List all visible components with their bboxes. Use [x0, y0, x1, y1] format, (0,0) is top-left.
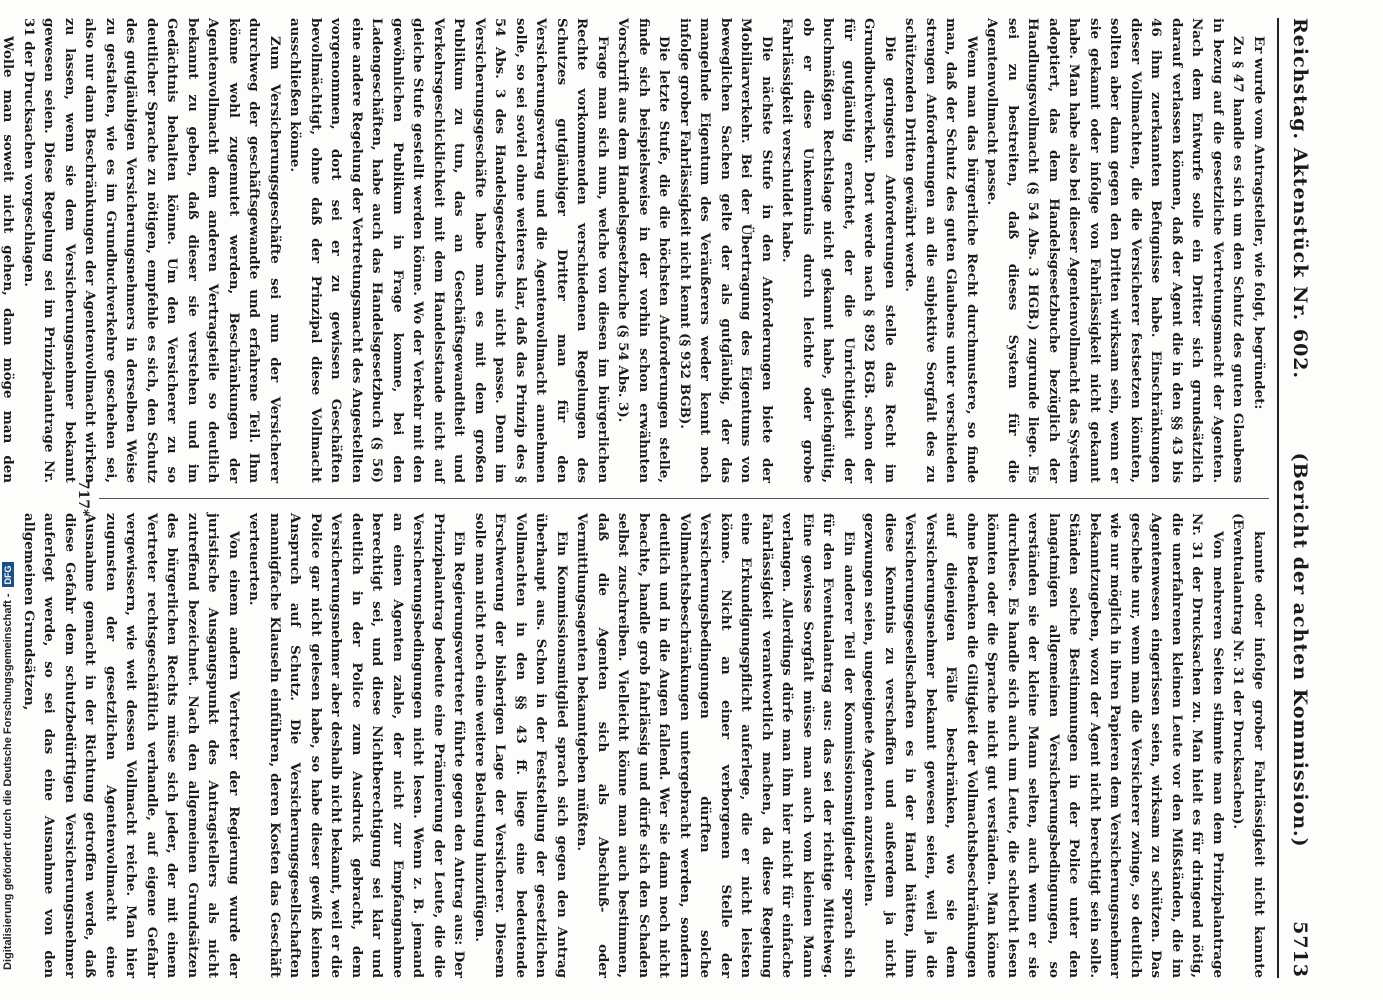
paragraph: Frage man sich nun, welche von diesen im bürgerlichen Rechte vorkommenden verschiedenen Regelungen des Schutzes gutgläubiger Dritter man für den Versicherungsvertrag und die Agentenvollmacht annehmen solle, so sei soviel ohne weiteres klar, daß das Prinzip des § 54 Abs. 3 des Handelsgesetzbuchs nicht passe. Denn im Versicherungsgeschäfte habe man es mit dem großen Publikum zu tun, das an Geschäftsgewandtheit und Verkehrsgeschicklichkeit mit dem Handelsstande nicht auf gleiche Stufe gestellt werden könne. Wo der Verkehr mit den gewöhnlichen Publikum in Frage komme, bei den Ladengeschäften, habe auch das Handelsgesetzbuch (§ 56) eine andere Regelung der Vertretungsmacht des Angestellten vorgenommen, dort sei er zu gewissen Geschäften bevollmächtigt, ohne daß der Prinzipal diese Vollmacht ausschließen könne.	[287, 18, 611, 483]
paragraph: Er wurde vom Antragsteller, wie folgt, begründet:	[1251, 36, 1267, 410]
header-subtitle: (Bericht der achten Kommission.)	[1289, 452, 1311, 848]
digitization-credit-text: Digitalisierung gefördert durch die Deutsche Forschungsgemeinschaft -	[2, 593, 14, 970]
column-divider	[99, 498, 1269, 499]
paragraph: Von einem andern Vertreter der Regierung wurde der juristische Ausgangspunkt des Antragstellers als nicht zutreffend bezeichnet. Nach den allgemeinen Grundsätzen des bürgerlichen Rechts müsse sich jeder, der mit einem Vertreter rechtsgeschäftlich verhandle, auf eigene Gefahr vergewissern, wie weit dessen Vollmacht reiche. Man hier zugunsten der gesetzlichen Agentenvollmacht eine Ausnahme gemacht in der Richtung getroffen werde, daß diese Gefahr dem schutzbedürftigen Versicherungsnehmer auferlegt werde, so sei das eine Ausnahme von den allgemeinen Grundsätzen,	[21, 513, 242, 978]
left-column	[0, 18, 1269, 483]
page-number: 5713	[1289, 921, 1311, 978]
right-column	[21, 513, 1269, 978]
paragraph: Von mehreren Seiten stimmte man dem Prinzipalantrage Nr. 31 der Drucksachen zu. Man hielt es für dringend nötig, die unerfahrenen kleinen Leute vor den Mißständen, die im Agentenwesen eingerissen seien, wirksam zu schützen. Das geschehe nur, wenn man die Versicherer zwinge, so deutlich wie nur möglich in ihren Papieren dem Versicherungsnehmer bekanntzugeben, wozu der Agent nicht berechtigt sein solle. Ständen solche Bestimmungen in der Police unter den langatmigen allgemeinen Versicherungsbedingungen, so verständen sie der kleine Mann selten, auch wenn er sie durchlese. Es handle sich auch um Leute, die schlecht lesen könnten oder die Sprache nicht gut verständen. Man könne ohne Bedenken die Giltigkeit der Vollmachtsbeschränkungen auf diejenigen Fälle beschränken, wo sie dem Versicherungsnehmer bekannt gewesen seien, weil ja die Versicherungsgesellschaften es in der Hand hätten, ihm diese Kenntnis zu verschaffen und außerdem ja nicht gezwungen seien, ungeeignete Agenten anzustellen.	[861, 513, 1226, 978]
paragraph: Zum Versicherungsgeschäfte sei nun der Versicherer durchweg der geschäftsgewandte und erfahrene Teil. Ihm könne wohl zugemutet werden, Beschränkungen der Agentenvollmacht dem anderen Vertragsteile so deutlich bekannt zu geben, daß dieser sie verstehen und im Gedächtnis behalten könne. Um den Versicherer zu so deutlicher Sprache zu nötigen, empfehle es sich, den Schutz des gutgläubigen Versicherungsnehmers in derselben Weise zu gestalten, wie es im Grundbuchverkehre geschehen sei, also nur dann Beschränkungen der Agentenvollmacht wirken zu lassen, wenn sie dem Versicherungsnehmer bekannt gewesen seien. Diese Regelung sei im Prinzipalantrage Nr. 31 der Drucksachen vorgeschlagen.	[21, 18, 283, 483]
header-rule	[1277, 18, 1279, 978]
paragraph: Wolle man soweit nicht gehen, dann möge man den	[0, 36, 17, 483]
page-header	[1283, 18, 1317, 978]
paragraph: Wenn man das bürgerliche Recht durchmustere, so finde man, daß der Schutz des guten Glaubens unter verschieden strengen Anforderungen an die subjektive Sorgfalt des zu schützenden Dritten gewährt werde.	[902, 18, 980, 483]
paragraph: Ein anderer Teil der Kommissionsmitglieder sprach sich für den Eventualantrag aus: das sei der richtige Mittelweg. Eine gewisse Sorgfalt müsse man auch vom kleinen Mann verlangen. Allerdings dürfe man ihm hier nicht für einfache Fahrlässigkeit verantwortlich machen, da diese Regelung eine Erkundigungspflicht auferlege, die er nicht leisten könne. Nicht an einer verborgenen Stelle der Versicherungsbedingungen dürften solche Vollmachtsbeschränkungen untergebracht werden, sondern deutlich und in die Augen fallend. Wer sie dann noch nicht beachte, handle grob fahrlässig und dürfe sich den Schaden selbst zuschreiben. Vielleicht könne man auch bestimmen, daß die Agenten sich als Abschluß- oder Vermittlungsagenten bekanntgeben müßten.	[574, 513, 857, 978]
page-footer: 717*	[75, 479, 91, 517]
paragraph: Ein Regierungsvertreter führte gegen den Antrag aus: Der Prinzipalantrag bedeute eine Prämierung der Leute, die die Versicherungsbedingungen nicht lesen. Wenn z. B. jemand an einen Agenten zahle, der nicht zur Empfangnahme berechtigt sei, und diese Nichtberechtigung sei klar und deutlich in der Police zum Ausdruck gebracht, dem Versicherungsnehmer aber deshalb nicht bekannt, weil er die Police gar nicht gelesen habe, so habe dieser gewiß keinen Anspruch auf Schutz. Die Versicherungsgesellschaften mannigfache Klauseln einführen, deren Kosten das Geschäft verteuerten.	[246, 513, 468, 978]
header-title: Reichstag. Aktenstück Nr. 602.	[1289, 18, 1311, 380]
dfg-logo: DFG	[2, 562, 14, 587]
paragraph: Zu § 47 handle es sich um den Schutz des guten Glaubens in bezug auf die gesetzliche Vertretungsmacht der Agenten. Nach dem Entwurfe solle ein Dritter sich grundsätzlich darauf verlassen können, daß der Agent die in den §§ 43 bis 46 ihm zuerkannten Befugnisse habe. Einschränkungen dieser Vollmachten, die die Versicherer festsetzen könnten, sollten aber dann gegen den Dritten wirksam sein, wenn er sie gekannt oder infolge von Fahrlässigkeit nicht gekannt habe. Man habe also bei dieser Agentenvollmacht das System adoptiert, das dem Handelsgesetzbuche bezüglich der Handlungsvollmacht (§ 54 Abs. 3 HGB.) zugrunde liege. Es sei zu bestreiten, daß dieses System für die Agentenvollmacht passe.	[984, 18, 1247, 483]
paragraph: Die letzte Stufe, die die höchsten Anforderungen stelle, finde sich beispielsweise in der vorhin schon erwähnten Vorschrift aus dem Handelsgesetzbuche (§ 54 Abs. 3).	[615, 18, 673, 483]
paragraph: Ein Kommissionsmitglied sprach sich gegen den Antrag überhaupt aus. Schon in der Feststellung der gesetzlichen Vollmachten in den §§ 43 ff. liege eine bedeutende Erschwerung der bisherigen Lage der Versicherer. Diesem solle man nicht noch eine weitere Belastung hinzufügen.	[472, 513, 570, 978]
paragraph: Die nächste Stufe in den Anforderungen biete der Mobiliarverkehr. Bei der Übertragung des Eigentums von beweglichen Sachen gelte der als gutgläubig, der das mangelnde Eigentum des Veräußerers weder kennt noch infolge grober Fahrlässigkeit nicht kennt (§ 932 BGB).	[677, 18, 775, 483]
paragraph: Die geringsten Anforderungen stelle das Recht im Grundbuchverkehr. Dort werde nach § 892 BGB. schon der für gutgläubig erachtet, der die Unrichtigkeit der buchmäßigen Rechtslage nicht gekannt habe, gleichgültig, ob er diese Unkenntnis durch leichte oder grobe Fahrlässigkeit verschuldet habe.	[779, 18, 898, 483]
paragraph: kannte oder infolge grober Fahrlässigkeit nicht kannte (Eventualantrag Nr. 31 der Drucksachen).	[1230, 513, 1267, 978]
